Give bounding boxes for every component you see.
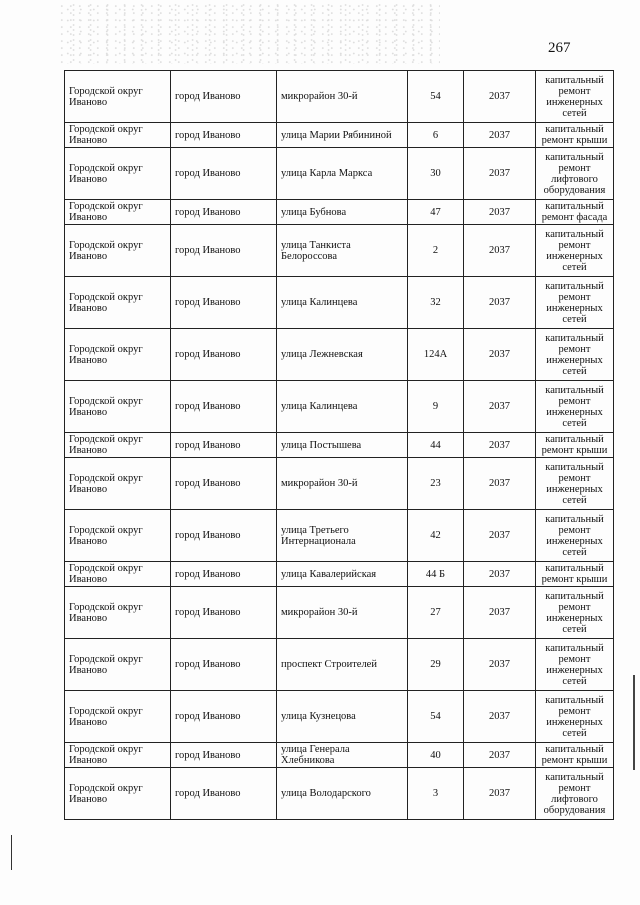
- cell-gorod: город Иваново: [171, 691, 277, 743]
- cell-house-number: 124А: [408, 329, 464, 381]
- cell-okrug: Городской округ Иваново: [65, 329, 171, 381]
- cell-okrug: Городской округ Иваново: [65, 691, 171, 743]
- cell-street: улица Кавалерийская: [277, 562, 408, 587]
- cell-work-type: капитальный ремонт крыши: [536, 433, 614, 458]
- cell-house-number: 54: [408, 691, 464, 743]
- cell-street: улица Марии Рябининой: [277, 123, 408, 148]
- table-row: [65, 691, 614, 743]
- cell-okrug: Городской округ Иваново: [65, 433, 171, 458]
- cell-work-type: капитальный ремонт инженерных сетей: [536, 587, 614, 639]
- cell-year: 2037: [464, 458, 536, 510]
- cell-gorod: город Иваново: [171, 458, 277, 510]
- cell-okrug: Городской округ Иваново: [65, 381, 171, 433]
- cell-year: 2037: [464, 639, 536, 691]
- cell-okrug: Городской округ Иваново: [65, 225, 171, 277]
- table-row: [65, 458, 614, 510]
- cell-gorod: город Иваново: [171, 639, 277, 691]
- cell-gorod: город Иваново: [171, 381, 277, 433]
- cell-house-number: 23: [408, 458, 464, 510]
- cell-house-number: 3: [408, 768, 464, 820]
- cell-okrug: Городской округ Иваново: [65, 562, 171, 587]
- cell-street: микрорайон 30-й: [277, 71, 408, 123]
- table-row: [65, 433, 614, 458]
- cell-okrug: Городской округ Иваново: [65, 458, 171, 510]
- cell-house-number: 9: [408, 381, 464, 433]
- cell-gorod: город Иваново: [171, 510, 277, 562]
- cell-street: микрорайон 30-й: [277, 458, 408, 510]
- cell-street: улица Бубнова: [277, 200, 408, 225]
- cell-okrug: Городской округ Иваново: [65, 587, 171, 639]
- table-row: [65, 768, 614, 820]
- cell-year: 2037: [464, 225, 536, 277]
- cell-year: 2037: [464, 768, 536, 820]
- cell-street: улица Володарского: [277, 768, 408, 820]
- cell-gorod: город Иваново: [171, 225, 277, 277]
- cell-gorod: город Иваново: [171, 329, 277, 381]
- cell-okrug: Городской округ Иваново: [65, 200, 171, 225]
- cell-gorod: город Иваново: [171, 433, 277, 458]
- cell-year: 2037: [464, 587, 536, 639]
- cell-gorod: город Иваново: [171, 123, 277, 148]
- cell-house-number: 47: [408, 200, 464, 225]
- cell-street: улица Генерала Хлебникова: [277, 743, 408, 768]
- table-row: [65, 562, 614, 587]
- cell-street: улица Лежневская: [277, 329, 408, 381]
- cell-year: 2037: [464, 562, 536, 587]
- cell-okrug: Городской округ Иваново: [65, 277, 171, 329]
- cell-street: улица Третьего Интернационала: [277, 510, 408, 562]
- cell-work-type: капитальный ремонт крыши: [536, 123, 614, 148]
- table-row: [65, 71, 614, 123]
- cell-street: улица Танкиста Белороссова: [277, 225, 408, 277]
- cell-gorod: город Иваново: [171, 562, 277, 587]
- table-row: [65, 148, 614, 200]
- cell-street: улица Калинцева: [277, 381, 408, 433]
- table-row: [65, 123, 614, 148]
- cell-work-type: капитальный ремонт инженерных сетей: [536, 71, 614, 123]
- cell-house-number: 42: [408, 510, 464, 562]
- cell-okrug: Городской округ Иваново: [65, 123, 171, 148]
- cell-house-number: 30: [408, 148, 464, 200]
- repair-schedule-table: [64, 70, 614, 820]
- cell-work-type: капитальный ремонт лифтового оборудования: [536, 768, 614, 820]
- table-row: [65, 277, 614, 329]
- cell-gorod: город Иваново: [171, 587, 277, 639]
- cell-house-number: 27: [408, 587, 464, 639]
- cell-house-number: 44 Б: [408, 562, 464, 587]
- cell-street: улица Кузнецова: [277, 691, 408, 743]
- cell-gorod: город Иваново: [171, 71, 277, 123]
- cell-okrug: Городской округ Иваново: [65, 510, 171, 562]
- cell-year: 2037: [464, 433, 536, 458]
- cell-year: 2037: [464, 200, 536, 225]
- cell-gorod: город Иваново: [171, 743, 277, 768]
- cell-okrug: Городской округ Иваново: [65, 148, 171, 200]
- cell-okrug: Городской округ Иваново: [65, 768, 171, 820]
- scan-margin-mark-left: [11, 835, 12, 870]
- cell-gorod: город Иваново: [171, 148, 277, 200]
- cell-house-number: 6: [408, 123, 464, 148]
- cell-work-type: капитальный ремонт инженерных сетей: [536, 381, 614, 433]
- cell-work-type: капитальный ремонт инженерных сетей: [536, 458, 614, 510]
- cell-house-number: 40: [408, 743, 464, 768]
- cell-year: 2037: [464, 71, 536, 123]
- cell-work-type: капитальный ремонт инженерных сетей: [536, 639, 614, 691]
- cell-house-number: 44: [408, 433, 464, 458]
- cell-work-type: капитальный ремонт лифтового оборудования: [536, 148, 614, 200]
- cell-okrug: Городской округ Иваново: [65, 639, 171, 691]
- cell-work-type: капитальный ремонт инженерных сетей: [536, 691, 614, 743]
- cell-street: улица Постышева: [277, 433, 408, 458]
- cell-work-type: капитальный ремонт инженерных сетей: [536, 225, 614, 277]
- cell-house-number: 2: [408, 225, 464, 277]
- table-row: [65, 381, 614, 433]
- cell-gorod: город Иваново: [171, 200, 277, 225]
- cell-year: 2037: [464, 691, 536, 743]
- cell-year: 2037: [464, 123, 536, 148]
- scan-margin-mark-right: [633, 675, 635, 770]
- table-row: [65, 225, 614, 277]
- table-row: [65, 510, 614, 562]
- table-row: [65, 639, 614, 691]
- page-number: 267: [548, 40, 571, 56]
- cell-year: 2037: [464, 743, 536, 768]
- table-row: [65, 587, 614, 639]
- cell-house-number: 54: [408, 71, 464, 123]
- cell-work-type: капитальный ремонт крыши: [536, 562, 614, 587]
- cell-year: 2037: [464, 510, 536, 562]
- table-row: [65, 329, 614, 381]
- cell-okrug: Городской округ Иваново: [65, 71, 171, 123]
- cell-house-number: 32: [408, 277, 464, 329]
- cell-gorod: город Иваново: [171, 277, 277, 329]
- cell-work-type: капитальный ремонт фасада: [536, 200, 614, 225]
- cell-year: 2037: [464, 277, 536, 329]
- cell-work-type: капитальный ремонт инженерных сетей: [536, 510, 614, 562]
- cell-street: улица Калинцева: [277, 277, 408, 329]
- cell-street: проспект Строителей: [277, 639, 408, 691]
- cell-year: 2037: [464, 381, 536, 433]
- cell-year: 2037: [464, 148, 536, 200]
- cell-year: 2037: [464, 329, 536, 381]
- cell-work-type: капитальный ремонт инженерных сетей: [536, 277, 614, 329]
- cell-street: улица Карла Маркса: [277, 148, 408, 200]
- table-row: [65, 200, 614, 225]
- cell-gorod: город Иваново: [171, 768, 277, 820]
- cell-house-number: 29: [408, 639, 464, 691]
- cell-street: микрорайон 30-й: [277, 587, 408, 639]
- cell-work-type: капитальный ремонт инженерных сетей: [536, 329, 614, 381]
- cell-okrug: Городской округ Иваново: [65, 743, 171, 768]
- scan-noise: [60, 4, 440, 64]
- table-row: [65, 743, 614, 768]
- cell-work-type: капитальный ремонт крыши: [536, 743, 614, 768]
